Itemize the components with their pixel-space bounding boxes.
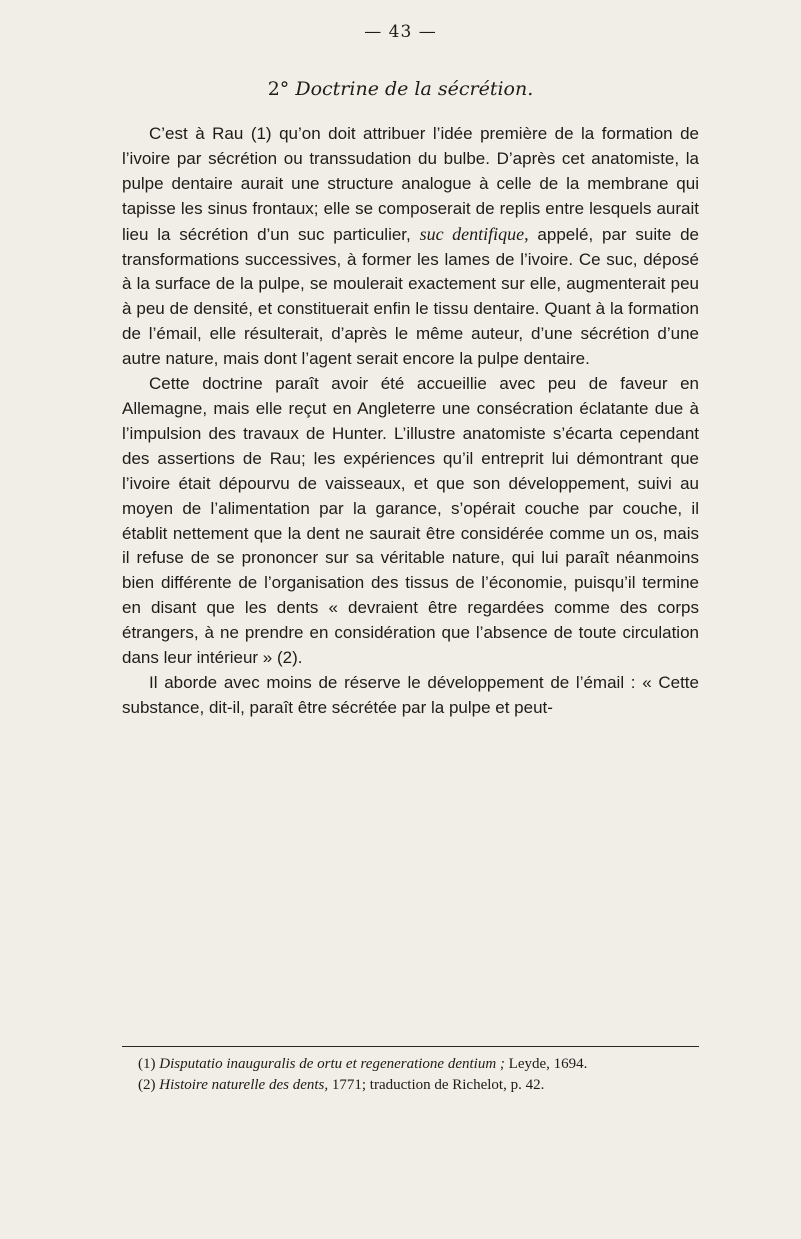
paragraph-text: appelé, par suite de transformations successives, à former les lames de l’ivoire. Ce suc, déposé à la surface de la pulpe, se moulerait exactement sur elle, augmenterait peu à peu de densité, et constituerait enfin le tissu dentaire. Quant à la formation de l’émail, elle résulterait, d’après le même auteur, d’une sécrétion d’une autre nature, mais dont l’agent serait encore la pulpe dentaire. bbox=[122, 224, 699, 369]
footnote-mark: (2) bbox=[138, 1077, 160, 1093]
paragraph bbox=[122, 122, 699, 372]
footnote bbox=[138, 1075, 698, 1096]
section-heading bbox=[0, 78, 801, 100]
paragraph-text: C’est à Rau (1) qu’on doit attribuer l’idée première de la formation de l’ivoire par sécrétion ou transsudation du bulbe. D’après cet anatomiste, la pulpe dentaire aurait une structure analogue à celle de la membrane qui tapisse les sinus frontaux; elle se composerait de replis entre lesquels aurait lieu la sécrétion d’un suc particulier, bbox=[122, 124, 699, 244]
footnote-rest: Leyde, 1694. bbox=[504, 1056, 588, 1072]
footnote bbox=[138, 1054, 698, 1075]
footnote-work: Disputatio inauguralis de ortu et regeneratione dentium ; bbox=[159, 1056, 505, 1072]
term-italic: suc dentifique, bbox=[419, 223, 529, 244]
section-title: Doctrine de la sécrétion. bbox=[295, 78, 534, 100]
footnote-rest: 1771; traduction de Richelot, p. 42. bbox=[328, 1077, 545, 1093]
section-number: 2° bbox=[267, 78, 296, 100]
footnote-divider bbox=[122, 1046, 699, 1047]
footnotes bbox=[138, 1054, 698, 1096]
footnote-mark: (1) bbox=[138, 1056, 160, 1072]
paragraph: Il aborde avec moins de réserve le développement de l’émail : « Cette substance, dit-il, paraît être sécrétée par la pulpe et peut- bbox=[122, 672, 699, 717]
paragraph: Cette doctrine paraît avoir été accueillie avec peu de faveur en Allemagne, mais elle reçut en Angleterre une consécration éclatante due à l’impulsion des travaux de Hunter. L’illustre anatomiste s’écarta cependant des assertions de Rau; les expériences qu’il entreprit lui démontrant que l’ivoire était dépourvu de vaisseaux, et que son développement, suivi au moyen de l’alimentation par la garance, s’opérait couche par couche, il établit nettement que la dent ne saurait être considérée comme un os, mais il refuse de se prononcer sur sa véritable nature, qui lui paraît néanmoins bien différente de l’organisation des tissus de l’économie, puisqu’il termine en disant que les dents « devraient être regardées comme des corps étrangers, à ne prendre en considération que l’absence de toute circulation dans leur intérieur » (2). bbox=[122, 374, 699, 668]
footnote-work: Histoire naturelle des dents, bbox=[159, 1077, 329, 1093]
body-text bbox=[122, 122, 699, 721]
page-number: — 43 — bbox=[364, 22, 437, 42]
